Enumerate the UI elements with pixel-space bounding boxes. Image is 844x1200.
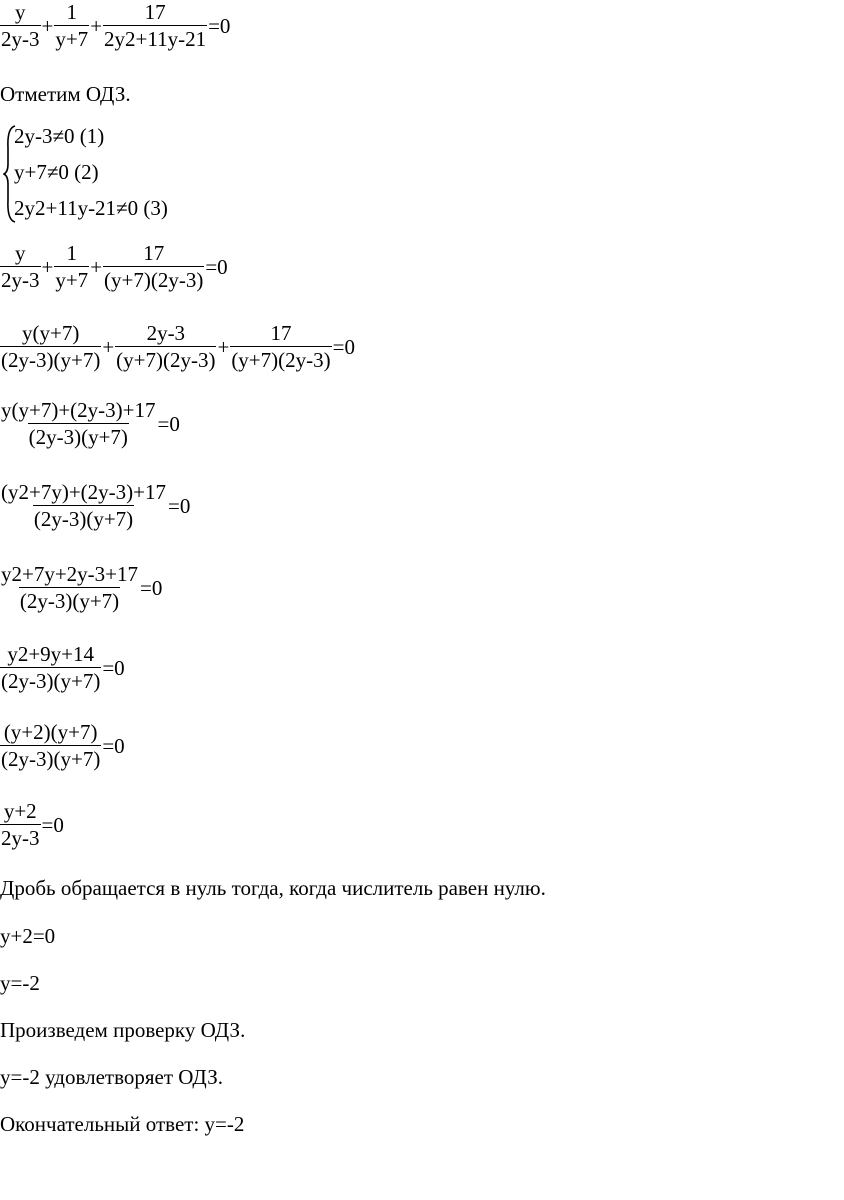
numerator: y	[15, 241, 26, 265]
fraction	[103, 2, 207, 50]
numerator: 1	[66, 0, 78, 24]
numerator: y+2	[3, 799, 37, 823]
equals-zero: =0	[102, 655, 125, 680]
denominator: (2y-3)(y+7)	[1, 669, 101, 693]
denominator: (2y-3)(y+7)	[28, 425, 128, 449]
numerator: (y2+7y)+(2y-3)+17	[1, 480, 166, 504]
numerator: y(y+7)	[21, 321, 80, 345]
final-answer	[0, 1112, 244, 1137]
equation-6	[0, 564, 163, 612]
equals-zero: =0	[140, 575, 163, 600]
equals-zero: =0	[205, 254, 228, 279]
equals-zero: =0	[157, 411, 180, 436]
equation-4	[0, 400, 181, 448]
fraction	[0, 482, 167, 530]
denominator: (2y-3)(y+7)	[19, 589, 120, 613]
operator: +	[217, 334, 230, 359]
numerator: y	[15, 0, 26, 24]
denominator: (2y-3)(y+7)	[1, 747, 101, 771]
condition-2: y+7≠0 (2)	[14, 160, 99, 184]
denominator: 2y-3	[1, 27, 40, 51]
denominator: (2y-3)(y+7)	[33, 507, 134, 531]
fraction	[0, 564, 139, 612]
numerator: y2+9y+14	[7, 642, 94, 666]
denominator: y+7	[55, 27, 89, 51]
numerator: 17	[144, 0, 166, 24]
equation-9	[0, 801, 65, 849]
equation-1	[0, 2, 231, 50]
denominator: y+7	[55, 268, 89, 292]
zero-rule-text: Дробь обращается в нуль тогда, когда числитель равен нулю.	[0, 876, 546, 900]
fraction	[103, 243, 204, 291]
denominator: 2y-3	[1, 826, 40, 850]
equals-zero: =0	[208, 13, 231, 38]
denominator: (y+7)(2y-3)	[231, 348, 331, 372]
fraction	[0, 644, 101, 692]
operator: +	[102, 334, 115, 359]
numerator: y(y+7)+(2y-3)+17	[1, 398, 156, 422]
equation-8	[0, 722, 126, 770]
equals-zero: =0	[41, 812, 64, 837]
numerator: y2+7y+2y-3+17	[1, 562, 139, 586]
fraction	[54, 243, 89, 291]
check-heading: Произведем проверку ОДЗ.	[0, 1018, 246, 1042]
denominator: (2y-3)(y+7)	[1, 348, 101, 372]
fraction	[0, 801, 41, 849]
equation-numerator-zero: y+2=0	[0, 924, 56, 948]
operator: +	[41, 254, 54, 279]
equals-zero: =0	[168, 493, 191, 518]
numerator: 17	[270, 321, 292, 345]
equals-zero: =0	[332, 334, 355, 359]
equation-7	[0, 644, 126, 692]
fraction	[54, 2, 89, 50]
equals-zero: =0	[102, 733, 125, 758]
numerator: 1	[66, 241, 78, 265]
fraction	[0, 2, 41, 50]
final-answer-value: y=-2	[204, 1112, 245, 1136]
operator: +	[90, 254, 103, 279]
equation-2	[0, 243, 229, 291]
operator: +	[41, 13, 54, 38]
fraction	[115, 323, 216, 371]
fraction	[0, 323, 101, 371]
numerator: 2y-3	[146, 321, 186, 345]
odz-heading: Отметим ОДЗ.	[0, 82, 131, 106]
fraction	[0, 400, 157, 448]
denominator: (y+7)(2y-3)	[116, 348, 216, 372]
fraction	[230, 323, 331, 371]
fraction	[0, 722, 101, 770]
denominator: 2y-3	[1, 268, 40, 292]
denominator: 2y2+11y-21	[104, 27, 207, 51]
fraction	[0, 243, 41, 291]
final-answer-label: Окончательный ответ:	[0, 1112, 200, 1136]
numerator: 17	[143, 241, 165, 265]
numerator: (y+2)(y+7)	[3, 720, 98, 744]
operator: +	[90, 13, 103, 38]
condition-3: 2y2+11y-21≠0 (3)	[14, 196, 168, 220]
solution-line: y=-2	[0, 971, 40, 995]
equation-3	[0, 323, 356, 371]
odz-satisfied-text: y=-2 удовлетворяет ОДЗ.	[0, 1065, 223, 1089]
denominator: (y+7)(2y-3)	[104, 268, 204, 292]
condition-1: 2y-3≠0 (1)	[14, 124, 105, 148]
equation-5	[0, 482, 191, 530]
